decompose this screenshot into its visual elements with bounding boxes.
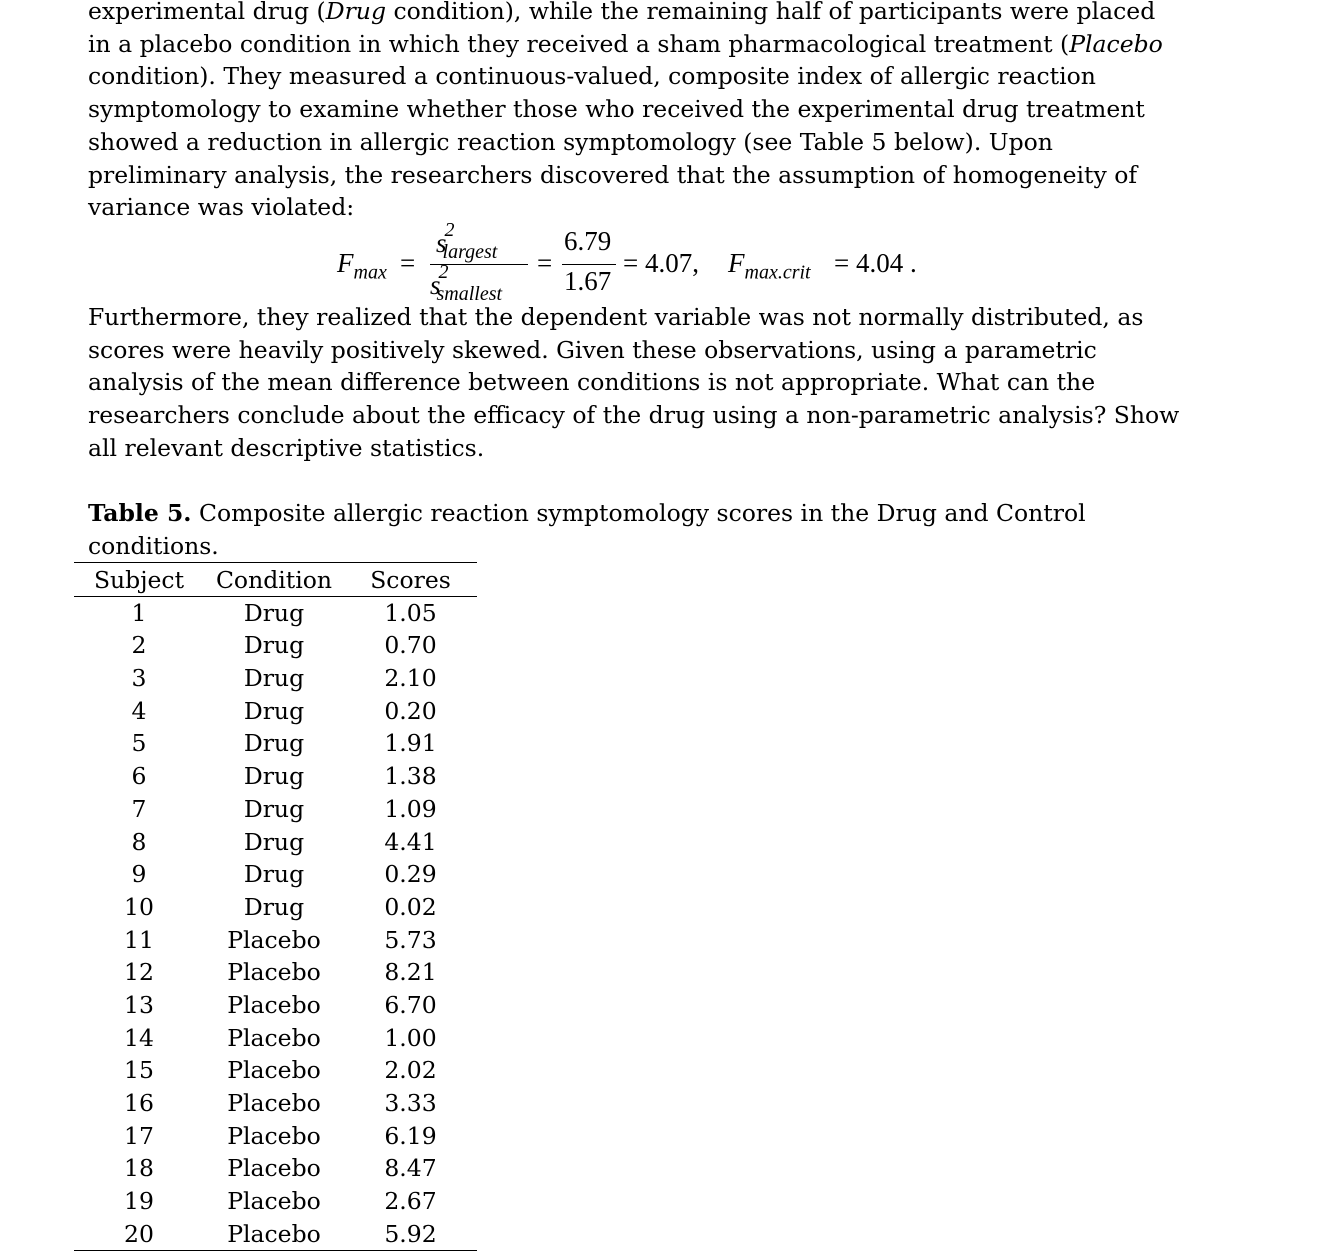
denominator-value: 1.67 [564,266,612,296]
text-span: in a placebo condition in which they received a sham pharmacological treatment ( [88,29,1070,58]
table-row [74,1218,477,1251]
subject-cell: 8 [131,827,147,856]
fmax-result: = 4.07, [623,248,699,278]
equals-sign: = [537,248,553,278]
subject-cell: 17 [124,1121,154,1150]
table-row [74,1152,477,1185]
caption-label: Table 5. [88,499,192,527]
score-cell: 0.02 [384,892,437,921]
text-line: all relevant descriptive statistics. [88,433,485,462]
fmax-crit-symbol: $F_{max.crit}$ [728,248,811,284]
condition-cell: Placebo [227,990,321,1019]
score-cell: 2.02 [384,1056,437,1085]
table-row [74,760,477,793]
table-header-row [74,564,477,597]
score-cell: 0.70 [384,631,437,660]
subject-cell: 3 [131,664,147,693]
table-row [74,1185,477,1218]
subject-cell: 7 [131,794,147,823]
text-line: Furthermore, they realized that the dependent variable was not normally distributed, as [88,303,1144,331]
condition-cell: Placebo [227,1056,321,1085]
subject-cell: 15 [124,1056,154,1085]
subject-cell: 4 [131,696,147,725]
subject-cell: 2 [131,631,147,660]
condition-cell: Drug [243,664,305,693]
fmax-crit-value: = 4.04 . [834,248,917,278]
table-caption [88,497,1188,562]
table-row [74,695,477,728]
text-line: variance was violated: [88,193,355,222]
condition-cell: Placebo [227,1187,321,1216]
score-cell: 0.20 [384,696,437,725]
text-span: condition), while the remaining half of participants were placed [386,0,1156,25]
score-cell: 1.05 [384,598,437,627]
header-condition: Condition [215,566,333,594]
header-scores: Scores [370,566,451,594]
italic-term: Placebo [1069,29,1163,58]
condition-cell: Drug [243,827,305,856]
condition-cell: Placebo [227,958,321,987]
score-cell: 6.70 [384,990,437,1019]
table-row [74,858,477,891]
score-cell: 2.67 [384,1187,437,1216]
subject-cell: 14 [124,1023,154,1052]
condition-cell: Placebo [227,1089,321,1117]
scores-table [74,564,477,1250]
text-line [88,28,1208,61]
text-line: analysis of the mean difference between conditions is not appropriate. What can the [88,368,1096,397]
fmax-symbol: $F_{max}$ [337,248,387,284]
table-row [74,956,477,989]
table-row [74,1054,477,1087]
caption-text: Composite allergic reaction symptomology scores in the Drug and Control [191,499,1086,527]
condition-cell: Drug [243,729,305,758]
score-cell: 0.29 [384,860,437,889]
text-line: scores were heavily positively skewed. Given these observations, using a parametric [88,335,1097,364]
text-line: preliminary analysis, the researchers discovered that the assumption of homogeneity of [88,160,1138,189]
table-row [74,989,477,1022]
subject-cell: 12 [124,958,154,987]
score-cell: 5.92 [384,1219,437,1248]
score-cell: 3.33 [384,1089,437,1117]
table-row [74,597,477,630]
header-subject: Subject [93,566,185,594]
subject-cell: 10 [124,892,154,921]
text-line: showed a reduction in allergic reaction symptomology (see Table 5 below). Upon [88,127,1053,156]
condition-cell: Drug [243,860,305,889]
subject-cell: 6 [131,762,147,791]
subject-cell: 11 [124,925,154,954]
subject-cell: 1 [131,598,147,627]
variance-largest: $s^2_{largest}$ [436,219,498,264]
table-row [74,727,477,760]
score-cell: 6.19 [384,1121,437,1150]
text-line [88,0,1208,28]
subject-cell: 13 [124,990,154,1019]
subject-cell: 19 [124,1187,154,1216]
score-cell: 1.91 [384,729,437,758]
table-row [74,1022,477,1055]
table-row [74,826,477,859]
score-cell: 1.00 [384,1023,437,1052]
subject-cell: 16 [124,1089,154,1117]
table-row [74,924,477,957]
score-cell: 4.41 [384,827,437,856]
score-cell: 1.09 [384,794,437,823]
table-row [74,891,477,924]
italic-term: Drug [325,0,386,25]
table-row [74,662,477,695]
numerator-value: 6.79 [564,226,612,256]
text-line: researchers conclude about the efficacy of the drug using a non-parametric analysis? Show [88,401,1180,430]
subject-cell: 5 [131,729,147,758]
score-cell: 8.21 [384,958,437,987]
caption-text: conditions. [88,531,219,560]
table-row [74,629,477,662]
text-line: symptomology to examine whether those who received the experimental drug treatment [88,95,1145,124]
condition-cell: Placebo [227,1023,321,1052]
score-cell: 5.73 [384,925,437,954]
table-top-rule [74,562,477,563]
condition-cell: Drug [243,794,305,823]
condition-cell: Placebo [227,1154,321,1183]
condition-cell: Placebo [227,1121,321,1150]
subject-cell: 9 [131,860,147,889]
table-row [74,1087,477,1120]
condition-cell: Placebo [227,925,321,954]
equals-sign: = [400,248,416,278]
question-paragraph [88,301,1208,465]
text-line: condition). They measured a continuous-valued, composite index of allergic reaction [88,62,1096,91]
intro-paragraph [88,0,1208,224]
condition-cell: Drug [243,631,305,660]
condition-cell: Drug [243,892,305,921]
score-cell: 1.38 [384,762,437,791]
condition-cell: Drug [243,762,305,791]
subject-cell: 20 [124,1219,154,1248]
condition-cell: Drug [243,696,305,725]
table-row [74,793,477,826]
fmax-equation [0,219,1325,308]
score-cell: 8.47 [384,1154,437,1183]
score-cell: 2.10 [384,664,437,693]
text-span: experimental drug ( [88,0,326,25]
table-body [74,597,477,1251]
subject-cell: 18 [124,1154,154,1183]
condition-cell: Drug [243,598,305,627]
table-row [74,1120,477,1153]
variance-smallest: $s^2_{smallest}$ [430,261,503,306]
condition-cell: Placebo [227,1219,321,1248]
